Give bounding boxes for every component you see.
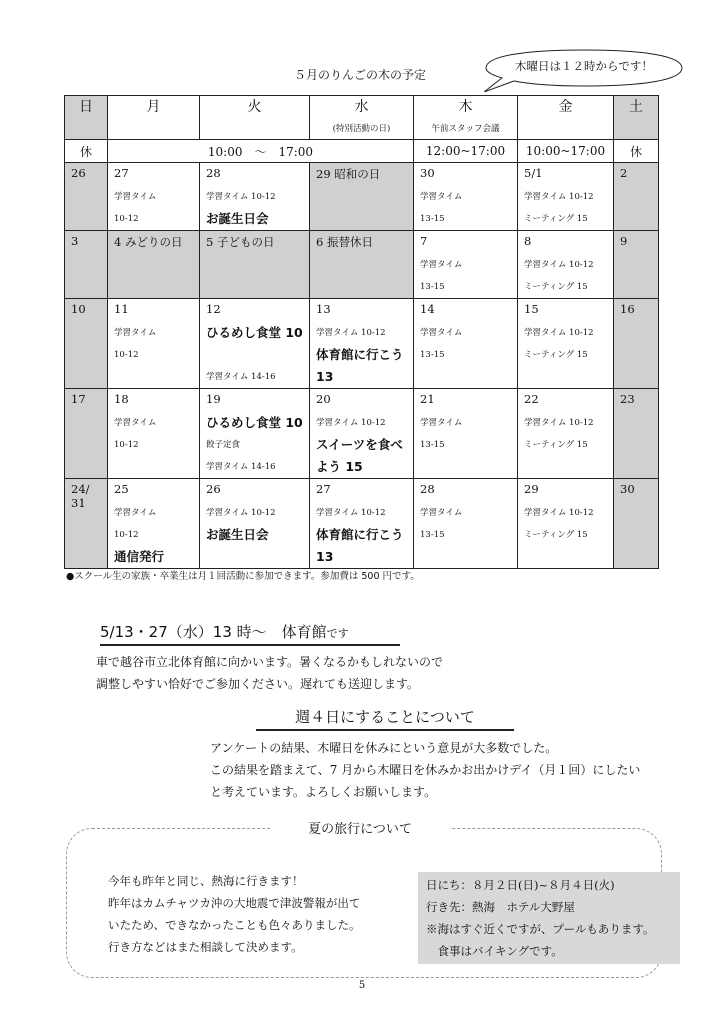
info-line: 食事はバイキングです。: [426, 944, 563, 958]
hours-cell: 10:00 ～ 17:00: [108, 140, 414, 163]
gym-text: [96, 651, 496, 695]
travel-heading: 夏の旅行について: [270, 818, 450, 837]
event-line: 13-15: [420, 214, 445, 224]
event-line: 学習タイム: [420, 418, 463, 428]
day-cell: [614, 389, 659, 479]
day-number: 27: [316, 482, 331, 496]
day-number: 8: [524, 234, 532, 248]
event-line: ミーティング 15: [524, 214, 588, 224]
event-line: 通信発行: [114, 549, 165, 564]
weekday-subnote: 午前スタッフ会議: [431, 124, 500, 134]
day-number: 5/1: [524, 166, 543, 180]
day-number: 11: [114, 302, 129, 316]
event-line: 学習タイム: [420, 508, 463, 518]
day-cell: [414, 389, 518, 479]
info-line: 行き先：熱海 ホテル大野屋: [426, 900, 575, 914]
event-line: 13-15: [420, 530, 445, 540]
event-line: 13: [316, 369, 334, 384]
day-cell: [200, 231, 310, 299]
weekday-header: 木 午前スタッフ会議: [414, 96, 518, 140]
day-cell: [518, 299, 614, 389]
day-cell: [614, 231, 659, 299]
page-number: 5: [352, 980, 372, 991]
day-cell: [614, 299, 659, 389]
gym-heading-main: 5/13・27（水）13 時～ 体育館: [100, 623, 327, 641]
day-cell: [108, 231, 200, 299]
event-line: 10-12: [114, 350, 139, 360]
event-line: 体育館に行こう: [316, 527, 404, 542]
day-cell: [200, 479, 310, 569]
day-cell: [518, 163, 614, 231]
day-cell: [518, 389, 614, 479]
day-cell: [310, 389, 414, 479]
day-number: 29: [524, 482, 539, 496]
day-number: 19: [206, 392, 221, 406]
event-line: 餃子定食: [206, 440, 241, 450]
day-number: 29 昭和の日: [316, 167, 381, 181]
event-line: 学習タイム 10-12: [316, 418, 386, 428]
weekday-header: 火: [200, 96, 310, 140]
event-line: スイーツを食べ: [316, 437, 403, 452]
travel-info-text: [426, 874, 682, 962]
day-cell: [200, 299, 310, 389]
day-cell: [518, 231, 614, 299]
event-line: 学習タイム 14-16: [206, 372, 276, 382]
event-line: [206, 344, 309, 366]
event-line: 学習タイム 10-12: [524, 260, 594, 270]
event-line: 13: [316, 549, 334, 564]
text-line: いたため、できなかったことも色々ありました。: [108, 918, 361, 932]
event-line: 学習タイム 10-12: [524, 192, 594, 202]
day-number: 16: [620, 302, 635, 316]
event-line: 学習タイム: [420, 328, 463, 338]
day-cell: [614, 163, 659, 231]
day-number: 14: [420, 302, 435, 316]
text-line: 昨年はカムチャツカ沖の大地震で津波警報が出て: [108, 896, 361, 910]
week-row: [65, 163, 659, 231]
day-cell: [310, 231, 414, 299]
participation-note: ●スクール生の家族・卒業生は月１回活動に参加できます。参加費は 500 円です。: [66, 571, 420, 582]
speech-bubble-text: 木曜日は１２時からです！: [515, 59, 653, 73]
hours-row: [65, 140, 659, 163]
day-number: 9: [620, 234, 628, 248]
weekday-header: 月: [108, 96, 200, 140]
event-line: ミーティング 15: [524, 350, 588, 360]
day-cell: [65, 299, 108, 389]
event-line: 学習タイム: [114, 508, 157, 518]
event-line: 学習タイム 10-12: [316, 508, 386, 518]
hours-cell: 10:00~17:00: [518, 140, 614, 163]
day-number: 27: [114, 166, 129, 180]
event-line: 体育館に行こう: [316, 347, 404, 362]
day-cell: [414, 299, 518, 389]
day-number: 15: [524, 302, 539, 316]
day-cell: [108, 479, 200, 569]
day-cell: [65, 163, 108, 231]
event-line: 学習タイム 10-12: [316, 328, 386, 338]
day-cell: [614, 479, 659, 569]
day-cell: [108, 389, 200, 479]
day-cell: [414, 479, 518, 569]
week-row: [65, 389, 659, 479]
day-number: 28: [420, 482, 435, 496]
event-line: 学習タイム: [114, 328, 157, 338]
day-number: 5 子どもの日: [206, 235, 275, 249]
weekday-header: 金: [518, 96, 614, 140]
week4-heading: 週４日にすることについて: [256, 706, 514, 731]
day-number: 30: [620, 482, 635, 496]
day-number: 26: [71, 166, 86, 180]
day-cell: [414, 163, 518, 231]
weekday-header: 土: [614, 96, 659, 140]
calendar-title: ５月のりんごの木の予定: [293, 68, 426, 82]
event-line: 学習タイム 10-12: [206, 508, 276, 518]
event-line: 13-15: [420, 282, 445, 292]
event-line: 学習タイム 14-16: [206, 462, 276, 472]
day-number: 10: [71, 302, 86, 316]
day-number: 7: [420, 234, 428, 248]
event-line: ひるめし食堂 10: [206, 325, 303, 340]
event-line: 学習タイム: [420, 260, 463, 270]
event-line: よう 15: [316, 459, 363, 474]
text-line: と考えています。よろしくお願いします。: [210, 785, 437, 799]
day-number: 17: [71, 392, 86, 406]
event-line: 学習タイム 10-12: [524, 328, 594, 338]
event-line: ミーティング 15: [524, 440, 588, 450]
event-line: 10-12: [114, 440, 139, 450]
event-line: 学習タイム 10-12: [206, 192, 276, 202]
day-number: 23: [620, 392, 635, 406]
day-cell: [310, 479, 414, 569]
text-line: 調整しやすい恰好でご参加ください。遅れても送迎します。: [96, 677, 420, 691]
event-line: 13-15: [420, 440, 445, 450]
text-line: アンケートの結果、木曜日を休みにという意見が大多数でした。: [210, 741, 558, 755]
day-cell: [65, 389, 108, 479]
event-line: お誕生日会: [206, 211, 269, 226]
day-number: 25: [114, 482, 129, 496]
day-number: 18: [114, 392, 129, 406]
week-row: [65, 299, 659, 389]
day-number: 21: [420, 392, 435, 406]
gym-heading: [100, 621, 400, 646]
travel-text: [108, 870, 408, 958]
week-row: [65, 231, 659, 299]
weekday-header: 水 (特別活動の日): [310, 96, 414, 140]
info-line: 日にち：８月２日(日)~８月４日(火): [426, 878, 615, 892]
week4-text: [210, 737, 650, 803]
event-line: 学習タイム 10-12: [524, 508, 594, 518]
event-line: 10-12: [114, 214, 139, 224]
event-line: 10-12: [114, 530, 139, 540]
calendar-weeks: [65, 163, 659, 569]
day-number: 4 みどりの日: [114, 235, 183, 249]
day-cell: [108, 163, 200, 231]
text-line: 車で越谷市立北体育館に向かいます。暑くなるかもしれないので: [96, 655, 444, 669]
weekday-header: 日: [65, 96, 108, 140]
event-line: ミーティング 15: [524, 530, 588, 540]
text-line: この結果を踏まえて、7 月から木曜日を休みかお出かけデイ（月１回）にしたい: [210, 763, 641, 777]
day-cell: [414, 231, 518, 299]
hours-cell: 休: [65, 140, 108, 163]
event-line: 学習タイム: [420, 192, 463, 202]
gym-heading-suffix: です: [326, 627, 349, 640]
day-number: 30: [420, 166, 435, 180]
event-line: お誕生日会: [206, 527, 269, 542]
day-number: 6 振替休日: [316, 235, 373, 249]
day-number: 28: [206, 166, 221, 180]
day-number: 2: [620, 166, 628, 180]
event-line: ミーティング 15: [524, 282, 588, 292]
event-line: 学習タイム: [114, 418, 157, 428]
day-number: 26: [206, 482, 221, 496]
event-line: ひるめし食堂 10: [206, 415, 303, 430]
text-line: 今年も昨年と同じ、熱海に行きます！: [108, 874, 304, 888]
day-number: 24/ 31: [71, 482, 90, 510]
event-line: 学習タイム 10-12: [524, 418, 594, 428]
day-number: 13: [316, 302, 331, 316]
hours-cell: 12:00~17:00: [414, 140, 518, 163]
day-cell: [310, 299, 414, 389]
day-cell: [200, 389, 310, 479]
text-line: 行き方などはまた相談して決めます。: [108, 940, 303, 954]
weekday-subnote: (特別活動の日): [332, 124, 391, 134]
day-cell: [200, 163, 310, 231]
day-cell: [108, 299, 200, 389]
day-cell: [65, 231, 108, 299]
event-line: 13-15: [420, 350, 445, 360]
day-cell: [310, 163, 414, 231]
week-row: [65, 479, 659, 569]
event-line: 学習タイム: [114, 192, 157, 202]
day-number: 12: [206, 302, 221, 316]
day-number: 20: [316, 392, 331, 406]
schedule-calendar: [64, 95, 659, 569]
weekday-header-row: [65, 96, 659, 140]
info-line: ※海はすぐ近くですが、プールもあります。: [426, 922, 655, 936]
day-number: 3: [71, 234, 79, 248]
hours-cell: 休: [614, 140, 659, 163]
day-cell: [65, 479, 108, 569]
day-cell: [518, 479, 614, 569]
day-number: 22: [524, 392, 539, 406]
